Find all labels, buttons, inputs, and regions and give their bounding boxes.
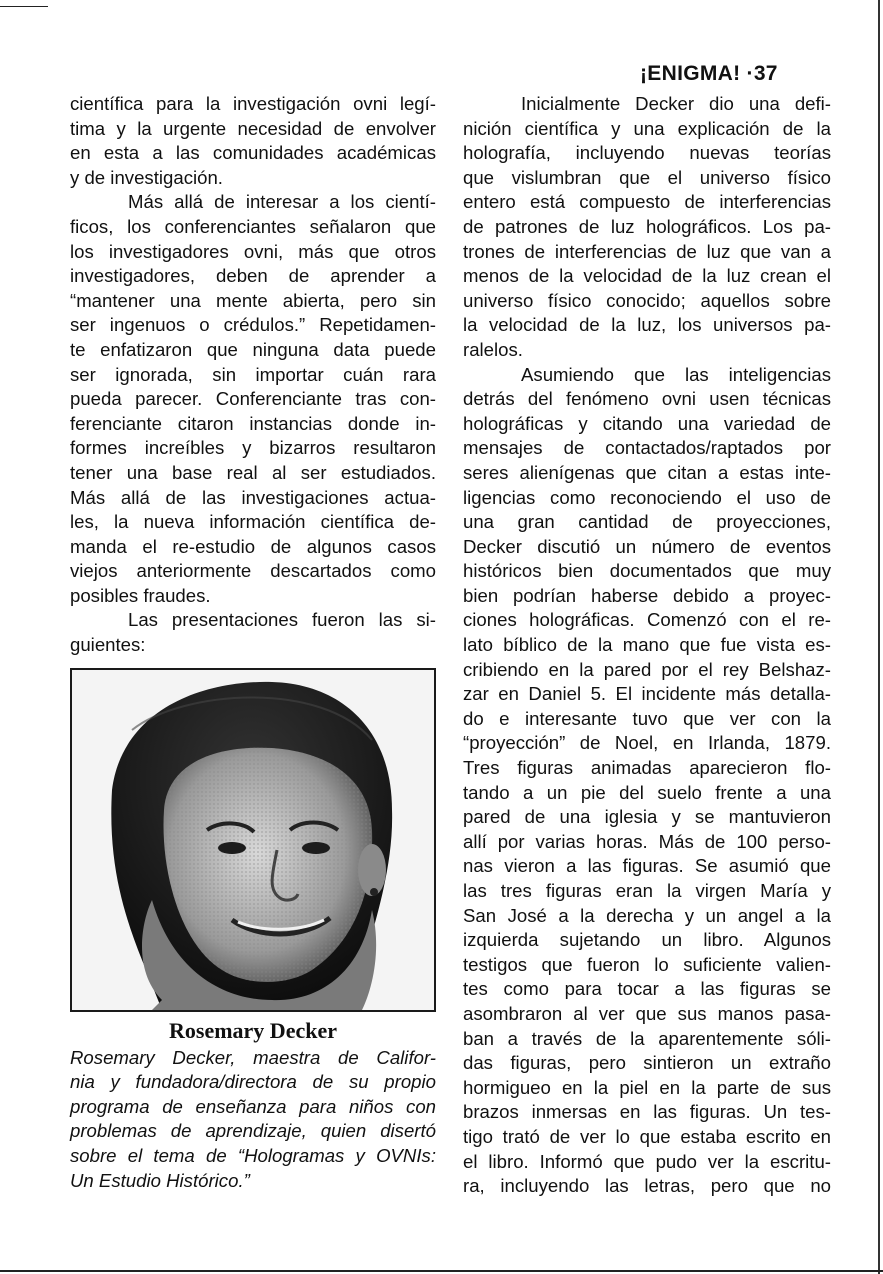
text-line: ligencias como reconociendo el uso de	[463, 486, 831, 508]
scan-edge-right	[878, 0, 880, 1274]
photo-caption-name: Rosemary Decker	[169, 1017, 337, 1043]
text-line: zar en Daniel 5. El incidente más detalla-	[463, 683, 831, 705]
text-line: holográficas y citando una variedad de	[463, 412, 831, 434]
text-line: do e interesante tuvo que ver con la	[463, 707, 831, 729]
text-line: te enfatizaron que ninguna data puede	[70, 338, 436, 360]
text-line: tes como para tocar a las figuras se	[463, 978, 831, 1000]
text-line: lato bíblico de la mano que fue vista es-	[463, 634, 831, 656]
text-line: universo físico conocido; aquellos sobre	[463, 289, 831, 311]
text-line: las tres figuras eran la virgen María y	[463, 880, 831, 901]
caption-line: Rosemary Decker, maestra de Califor-	[70, 1046, 436, 1068]
text-line: viejos anteriormente descartados como	[70, 560, 436, 582]
text-line: hormigueo en la piel en la parte de sus	[463, 1076, 831, 1098]
text-line: ciones holográficas. Comenzó con el re-	[463, 609, 831, 631]
text-line: manda el re-estudio de algunos casos	[70, 535, 436, 557]
text-line: mensajes de contactados/raptados por	[463, 437, 831, 459]
text-line: ralelos.	[463, 338, 523, 360]
text-line: guientes:	[70, 634, 146, 656]
text-line: pueda parecer. Conferenciante tras con-	[70, 388, 436, 410]
caption-line: nia y fundadora/directora de su propio	[70, 1071, 436, 1093]
text-line: testigos que fueron lo suficiente valien-	[463, 953, 831, 975]
right-column	[463, 92, 831, 1199]
text-line: ban a través de la aparentemente sóli-	[463, 1027, 831, 1049]
text-line: holografía, incluyendo nuevas teorías	[463, 142, 831, 164]
text-line: brazos inmersas en las figuras. Un tes-	[463, 1101, 831, 1123]
caption-line: problemas de aprendizaje, quien disertó	[70, 1120, 436, 1142]
text-line: trones de interferencias de luz que van a	[463, 240, 831, 262]
text-line: ficos, los conferenciantes señalaron que	[70, 215, 436, 237]
left-column	[70, 92, 436, 1193]
text-line: tando a un pie del suelo frente a una	[463, 781, 831, 803]
text-line: nición científica y una explicación de la	[463, 117, 831, 139]
text-line: Tres figuras animadas aparecieron flo-	[463, 757, 831, 779]
page-folio: ¡ENIGMA! ·37	[640, 62, 778, 85]
text-line: una gran cantidad de proyecciones,	[463, 511, 831, 533]
text-line: cribiendo en la pared por el rey Belshaz-	[463, 658, 831, 680]
caption-line: sobre el tema de “Hologramas y OVNIs:	[70, 1145, 436, 1167]
text-line: Más allá de interesar a los cientí-	[128, 191, 436, 213]
text-line: allí por varias horas. Más de 100 perso-	[463, 830, 831, 852]
scan-edge-top	[0, 6, 48, 7]
text-line: ferenciante citaron instancias donde in-	[70, 412, 436, 434]
scan-edge-bottom	[0, 1270, 883, 1272]
text-line: bien podrían haberse debido a proyec-	[463, 584, 831, 606]
text-line: entero está compuesto de interferencias	[463, 191, 831, 213]
text-line: Decker discutió un número de eventos	[463, 535, 831, 557]
text-line: científica para la investigación ovni legí-	[70, 93, 436, 114]
text-line: tigo trató de ver lo que estaba escrito en	[463, 1125, 831, 1147]
text-line: Más allá de las investigaciones actua-	[70, 486, 436, 508]
text-line: ser ingenuos o crédulos.” Repetidamen-	[70, 314, 436, 336]
text-line: investigadores, deben de aprender a	[70, 265, 436, 287]
text-line: das figuras, pero sintieron un extraño	[463, 1052, 831, 1074]
text-line: en esta a las comunidades académicas	[70, 142, 436, 164]
text-line: Las presentaciones fueron las si-	[128, 609, 436, 631]
text-line: tima y la urgente necesidad de envolver	[70, 117, 436, 139]
text-line: los investigadores ovni, más que otros	[70, 240, 436, 262]
photo-caption	[70, 1046, 436, 1194]
text-line: asombraron al ver que sus manos pasa-	[463, 1002, 831, 1024]
portrait-photo	[70, 668, 436, 1012]
caption-line: Un Estudio Histórico.”	[70, 1169, 250, 1191]
text-line: la velocidad de la luz, los universos pa-	[463, 314, 831, 336]
text-line: pared de una iglesia y se mantuvieron	[463, 806, 831, 828]
text-line: formes increíbles y bizarros resultaron	[70, 437, 436, 459]
text-line: Inicialmente Decker dio una defi-	[521, 93, 831, 114]
text-line: nas vieron a las figuras. Se asumió que	[463, 855, 831, 877]
text-line: y de investigación.	[70, 166, 223, 188]
caption-line: programa de enseñanza para niños con	[70, 1095, 436, 1117]
text-line: que vislumbran que el universo físico	[463, 166, 831, 188]
text-line: “mantener una mente abierta, pero sin	[70, 289, 436, 311]
text-line: tener una base real al ser estudiados.	[70, 461, 436, 483]
text-line: detrás del fenómeno ovni usen técnicas	[463, 388, 831, 410]
text-line: menos de la velocidad de la luz crean el	[463, 265, 831, 287]
text-line: Asumiendo que las inteligencias	[521, 363, 831, 385]
text-line: posibles fraudes.	[70, 584, 211, 606]
text-line: ser ignorada, sin importar cuán rara	[70, 363, 436, 385]
text-line: San José a la derecha y un angel a la	[463, 904, 831, 926]
text-line: de patrones de luz holográficos. Los pa-	[463, 215, 831, 237]
portrait-image	[72, 670, 434, 1010]
text-line: ra, incluyendo las letras, pero que no	[463, 1175, 831, 1197]
text-line: el libro. Informó que pudo ver la escritu-	[463, 1150, 831, 1172]
text-line: “proyección” de Noel, en Irlanda, 1879.	[463, 732, 831, 754]
text-line: les, la nueva información científica de-	[70, 511, 436, 533]
text-line: seres alienígenas que citan a estas inte-	[463, 461, 831, 483]
text-line: izquierda sujetando un libro. Algunos	[463, 929, 831, 951]
text-line: históricos bien documentados que muy	[463, 560, 831, 582]
